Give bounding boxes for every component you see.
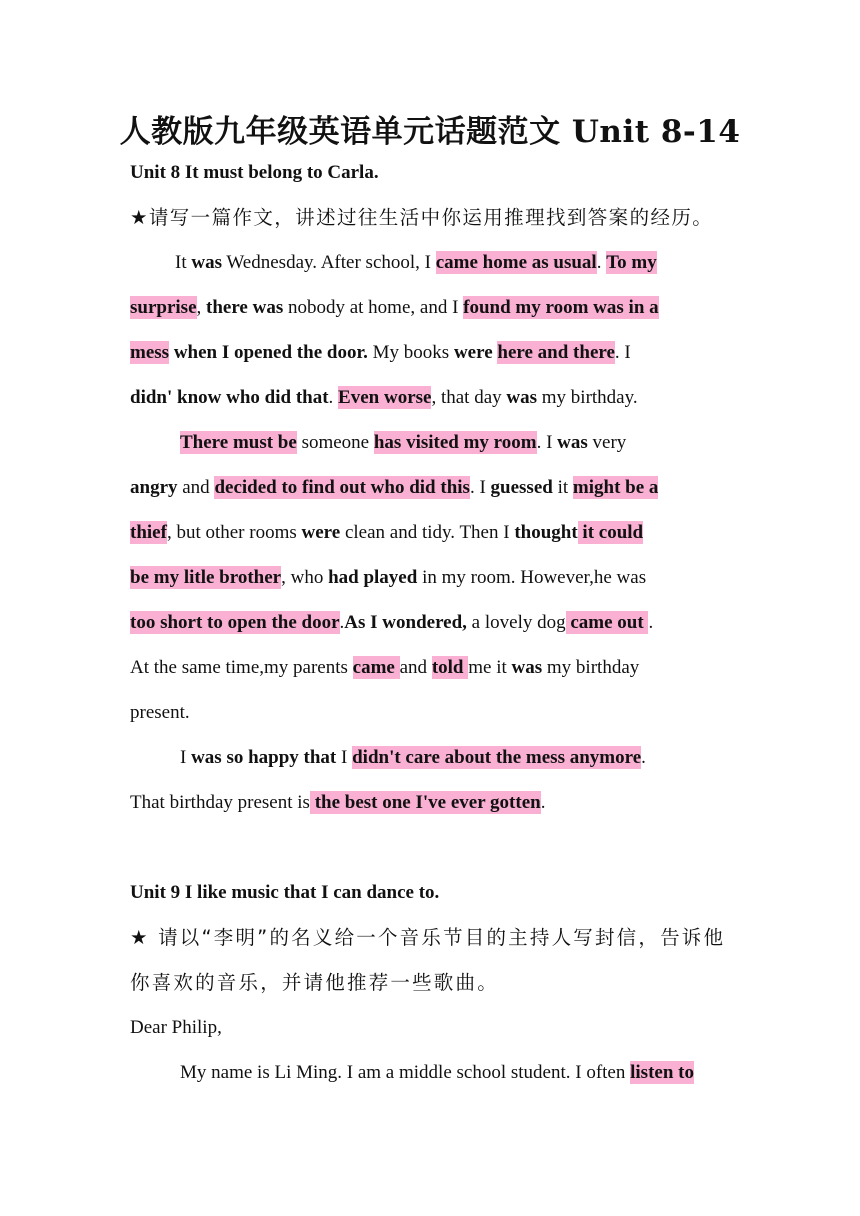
highlight: There must be	[180, 432, 297, 453]
paragraph-line: It was Wednesday. After school, I came home as usual. To my	[175, 252, 657, 273]
highlight: Even worse	[338, 387, 432, 408]
highlight: thief	[130, 522, 167, 543]
highlight: came out	[565, 612, 649, 633]
paragraph-line: I was so happy that I didn't care about the mess anymore.	[180, 747, 646, 768]
highlight: came	[352, 657, 400, 678]
highlight: too short to open the door	[130, 612, 340, 633]
page-title: 人教版九年级英语单元话题范文 Unit 8-14	[119, 114, 741, 150]
paragraph-line: angry and decided to find out who did this. I guessed it might be a	[130, 477, 659, 498]
highlight: be my litle brother	[130, 567, 282, 588]
highlight: here and there	[497, 342, 615, 363]
highlight: came home as usual	[435, 252, 597, 273]
highlight: the best one I've ever gotten	[309, 792, 541, 813]
unit8-prompt: ★请写一篇作文，讲述过往生活中你运用推理找到答案的经历。	[130, 206, 714, 229]
paragraph-line: That birthday present is the best one I've ever gotten.	[130, 792, 546, 813]
unit9-prompt-line2: 你喜欢的音乐，并请他推荐一些歌曲。	[130, 971, 499, 994]
highlight: found my room was in a	[463, 297, 659, 318]
paragraph-line: My name is Li Ming. I am a middle school student. I often listen to	[180, 1062, 694, 1083]
paragraph-line: mess when I opened the door. My books were here and there. I	[130, 342, 631, 363]
unit9-heading: Unit 9 I like music that I can dance to.	[130, 882, 440, 903]
highlight: told	[431, 657, 469, 678]
highlight: listen to	[630, 1062, 694, 1083]
paragraph-line: surprise, there was nobody at home, and I found my room was in a	[130, 297, 659, 318]
highlight: decided to find out who did this	[214, 477, 470, 498]
highlight: has visited my room	[373, 432, 537, 453]
paragraph-line: thief, but other rooms were clean and tidy. Then I thought it could	[130, 522, 644, 543]
highlight: surprise	[130, 297, 197, 318]
highlight: To my	[606, 252, 657, 273]
paragraph-line: There must be someone has visited my room. I was very	[180, 432, 627, 453]
highlight: might be a	[572, 477, 659, 498]
highlight: it could	[577, 522, 644, 543]
highlight: mess	[130, 342, 170, 363]
letter-greeting: Dear Philip,	[130, 1017, 222, 1038]
unit8-heading: Unit 8 It must belong to Carla.	[130, 162, 379, 183]
unit9-prompt-line1: ★ 请以“李明”的名义给一个音乐节目的主持人写封信，告诉他	[130, 926, 726, 949]
paragraph-line: At the same time,my parents came and told me it was my birthday	[130, 657, 640, 678]
highlight: didn't care about the mess anymore	[352, 747, 642, 768]
paragraph-line: present.	[130, 702, 190, 723]
paragraph-line: be my litle brother, who had played in my room. However,he was	[130, 567, 647, 588]
paragraph-line: too short to open the door.As I wondered, a lovely dog came out .	[130, 612, 654, 633]
paragraph-line: didn' know who did that. Even worse, that day was my birthday.	[130, 387, 638, 408]
